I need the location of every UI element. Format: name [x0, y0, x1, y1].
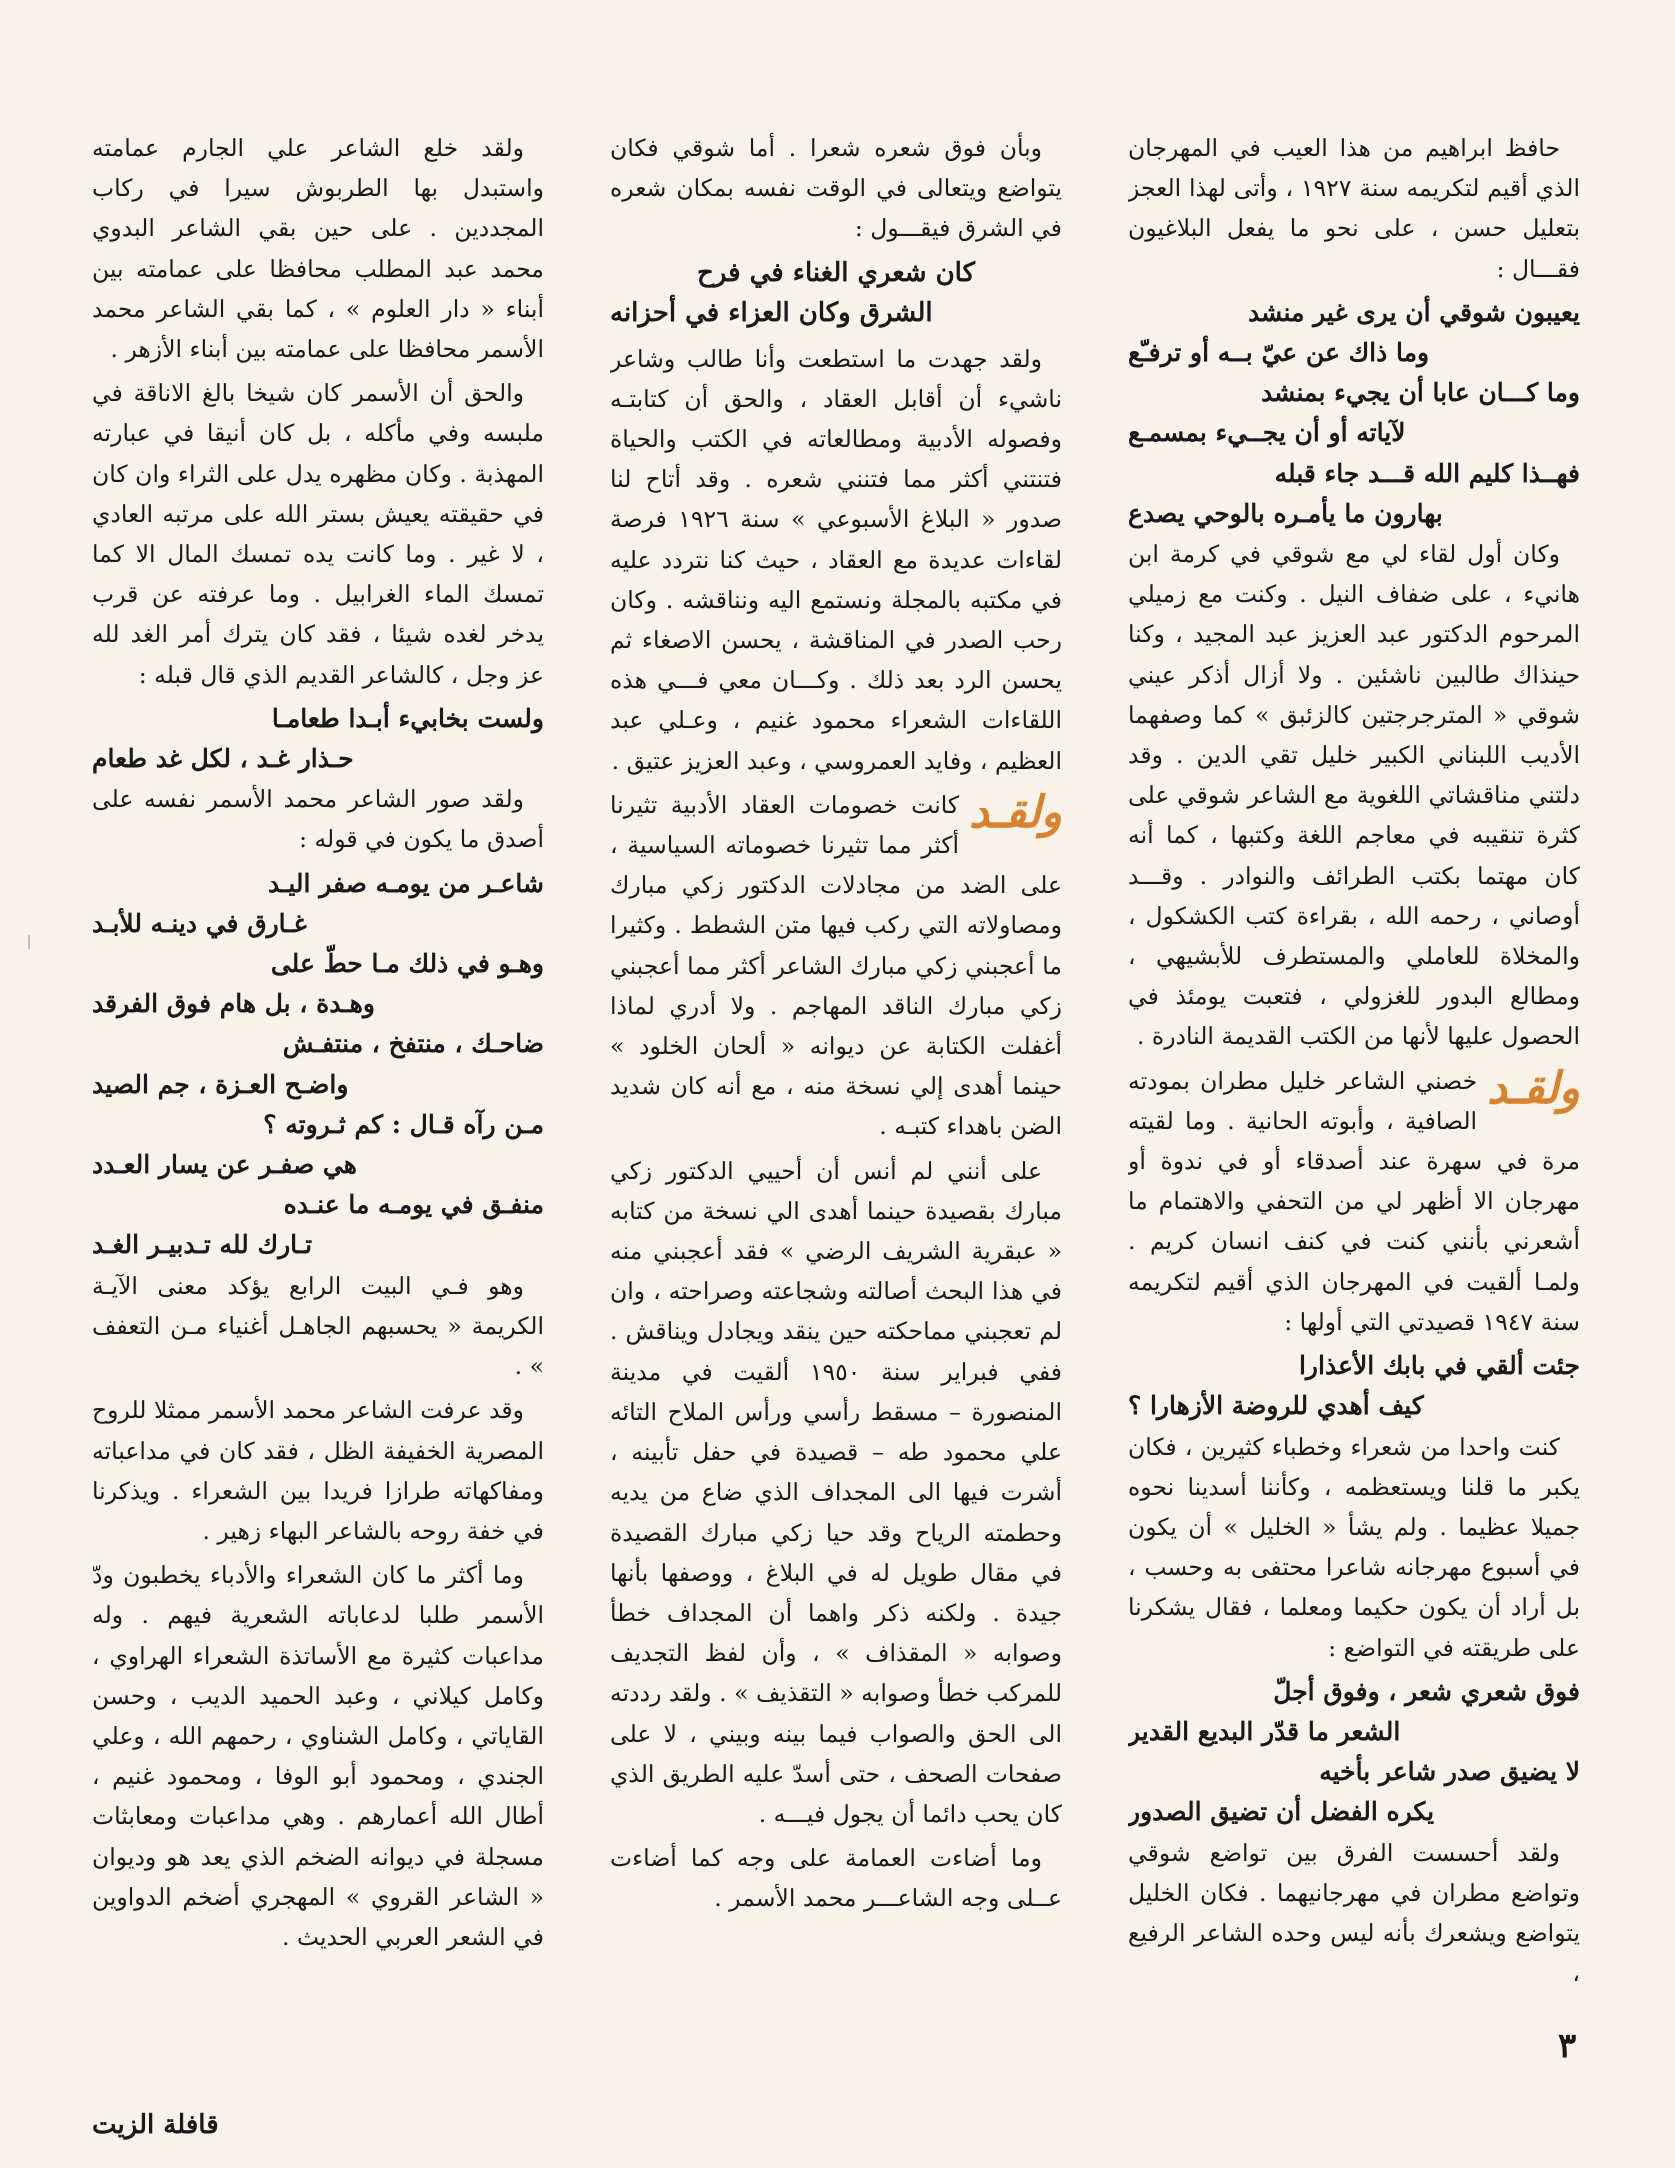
verse-second-half: وما ذاك عن عيّ بــه أو ترفـّع	[1128, 338, 1430, 368]
column-middle	[610, 128, 1062, 2008]
verse-first-half: فوق شعري شعر ، وفوق أجلّ	[1273, 1676, 1580, 1706]
poem-verse	[92, 1024, 544, 1104]
decorative-initial: ولقـد	[1487, 1062, 1580, 1114]
poem-verse	[92, 1185, 544, 1265]
verse-second-half: هي صفـر عن يسار العـدد	[92, 1150, 357, 1180]
poem-verse	[92, 1105, 544, 1185]
verse-first-half: لا يضيق صدر شاعر بأخيه	[1319, 1757, 1580, 1787]
poem-verse	[92, 944, 544, 1024]
verse-first-half: فهــذا كليم الله قـــد جاء قبله	[1274, 458, 1580, 488]
verse-second-half: بهارون ما يأمـره بالوحي يصدع	[1128, 498, 1443, 528]
decorative-initial: ولقـد	[969, 786, 1062, 838]
verse-second-half: واضـح العـزة ، جم الصيد	[92, 1069, 349, 1099]
poem-verse	[92, 699, 544, 779]
paragraph: وما أضاءت العمامة على وجه كما أضاءت عــلى وجه الشاعـــر محمد الأسمر .	[610, 1844, 1062, 1913]
verse-second-half: الشعر ما قدّر البديع القدير	[1128, 1716, 1401, 1746]
verse-first-half: وهـو في ذلك مـا حطّ على	[270, 949, 544, 979]
poem-verse	[1128, 1672, 1580, 1752]
paragraph: ولقد صور الشاعر محمد الأسمر نفسه على أصدق ما يكون في قوله :	[92, 785, 544, 854]
poem-verse	[1128, 293, 1580, 373]
scan-mark	[28, 935, 40, 949]
paragraph: ولقد جهدت ما استطعت وأنا طالب وشاعر ناشيء أن أقابل العقاد ، والحق أن كتابتـه وفصوله الأدبية ومطالعاته في الكتب والحياة فتنتني أكثر مما فتنني شعره . وقد أتاح لنا صدور « البلاغ الأسبوعي » سنة ١٩٢٦ فرصة لقاءات عديدة مع العقاد ، حيث كنا نتردد عليه في مكتبه بالمجلة ونستمع اليه ونناقشه . وكان رحب الصدر في المناقشة ، يحسن الاصغاء ثم يحسن الرد بعد ذلك . وكـــان معي فـــي هذه اللقاءات الشعراء محمود غنيم ، وعـلي عبد العظيم ، وفايد العمروسي ، وعبد العزيز عتيق .	[610, 344, 1062, 775]
poem-verse	[92, 864, 544, 944]
paragraph-with-initial	[1128, 1061, 1580, 1342]
verse-second-half: يكره الفضل أن تضيق الصدور	[1128, 1797, 1435, 1827]
paragraph: وكان أول لقاء لي مع شوقي في كرمة ابن هانيء ، على ضفاف النيل . وكنت مع زميلي المرحوم الدكتور عبد العزيز عبد المجيد ، وكنا حينذاك طالبين ناشئين . ولا أزال أذكر عيني شوقي « المترجرجتين كالزئبق » كما وصفهما الأديب اللبناني الكبير خليل تقي الدين . وقد دلتني مناقشاتي اللغوية مع الشاعر شوقي على كثرة تنقيبه في معاجم اللغة وكتبها ، كما أنه كان مهتما بكتب الطرائف والنوادر . وقـــد أوصاني ، رحمه الله ، بقراءة كتب الكشكول ، والمخلاة للعاملي والمستطرف للأبشيهي ، ومطالع البدور للغزولي ، فتعبت يومئذ في الحصول عليها لأنها من الكتب القديمة النادرة .	[1128, 540, 1580, 1051]
paragraph: ولقد أحسست الفرق بين تواضع شوقي وتواضع مطران في مهرجانيهما . فكان الخليل يتواضع ويشعرك بأنه ليس وحده الشاعر الرفيع ،	[1128, 1838, 1580, 1988]
poem-verse	[1128, 1346, 1580, 1426]
verse-first-half: وما كـــان عابا أن يجيء بمنشد	[1261, 378, 1580, 408]
paragraph: وهو فـي البيت الرابع يؤكد معنى الآيـة الكريمة « يحسبهم الجاهـل أغنياء مـن التعفف » .	[92, 1271, 544, 1381]
paragraph: ولقد خلع الشاعر علي الجارم عمامته واستبدل بها الطربوش سيرا في ركاب المجددين . على حين بقي الشاعر البدوي محمد عبد المطلب محافظا على عمامته بين أبناء « دار العلوم » ، كما بقي الشاعر محمد الأسمر محافظا على عمامته بين أبناء الأزهر .	[92, 134, 544, 364]
magazine-name: قافلة الزيت	[92, 2110, 219, 2140]
verse-second-half: حـذار غـد ، لكل غد طعام	[92, 744, 354, 774]
verse-second-half: كيف أهدي للروضة الأزهارا ؟	[1128, 1391, 1424, 1421]
paragraph-text: كانت خصومات العقاد الأدبية تثيرنا أكثر مما تثيرنا خصوماته السياسية ، على الضد من مجادلات الدكتور زكي مبارك ومصاولاته التي ركب فيها متن الشطط . وكثيرا ما أعجبني زكي مبارك الشاعر أكثر مما أعجبني زكي مبارك الناقد المهاجم . ولا أدري لماذا أغفلت الكتابة عن ديوانه « ألحان الخلود » حينما أهدى إلي نسخة منه ، مع أنه كان شديد الضن باهداء كتبـه .	[610, 790, 1062, 1141]
poem-verse	[1128, 454, 1580, 534]
verse-first-half: مـن رآه قـال : كم ثـروته ؟	[263, 1109, 544, 1139]
poem-verse	[1128, 373, 1580, 453]
page-number: ٣	[1558, 2026, 1577, 2066]
paragraph: والحق أن الأسمر كان شيخا بالغ الاناقة في ملبسه وفي مأكله ، بل كان أنيقا في عبارته المهذبة . وكان مظهره يدل على الثراء وان كان في حقيقته يعيش بستر الله على مرتبه العادي ، لا غير . وما كانت يده تمسك المال الا كما تمسك الماء الغرابيل . وما عرفته عن قرب يدخر لغده شيئا ، فقد كان يترك أمر الغد لله عز وجل ، كالشاعر القديم الذي قال قبله :	[92, 379, 544, 689]
paragraph: على أنني لم أنس أن أحييي الدكتور زكي مبارك بقصيدة حينما أهدى الي نسخة من كتابه « عبقرية الشريف الرضي » فقد أعجبني منه في هذا البحث أصالته وشجاعته وصراحته ، وان لم تعجبني مماحكته حين ينقد ويجادل ويناقش . ففي فبراير سنة ١٩٥٠ ألقيت في مدينة المنصورة – مسقط رأسي ورأس الملاح التائه علي محمود طه – قصيدة في حفل تأبينه ، أشرت فيها الى المجداف الذي ضاع من يديه وحطمته الرياح وقد حيا زكي مبارك القصيدة في مقال طويل له في البلاغ ، ووصفها بأنها جيدة . ولكنه ذكر واهما أن المجداف خطأ وصوابه « المقذاف » ، وأن لفظ التجديف للمركب خطأ وصوابه « التقذيف » . ولقد رددته الى الحق والصواب فيما بينه وبيني ، لا على صفحات الصحف ، حتى أسدّ عليه الطريق الذي كان يحب دائما أن يجول فيـــه .	[610, 1156, 1062, 1828]
verse-first-half: منفـق في يومـه ما عنـده	[283, 1190, 544, 1220]
verse-second-half: لآياته أو أن يجــيء بمسمـع	[1128, 418, 1406, 448]
verse-second-half: غـارق في دينـه للأبـد	[92, 908, 307, 938]
poem-verse	[1128, 1752, 1580, 1832]
poem-heading	[610, 253, 1062, 333]
paragraph: وقد عرفت الشاعر محمد الأسمر ممثلا للروح المصرية الخفيفة الظل ، فقد كان في مداعباته ومفاكهاته طرازا فريدا بين الشعراء . ويذكرنا في خفة روحه بالشاعر البهاء زهير .	[92, 1396, 544, 1545]
paragraph: وما أكثر ما كان الشعراء والأدباء يخطبون ودّ الأسمر طلبا لدعاباته الشعرية فيهم . وله مداعبات كثيرة مع الأساتذة الشعراء الهراوي ، وكامل كيلاني ، وعبد الحميد الديب ، وحسن القاياتي ، وكامل الشناوي ، رحمهم الله ، وعلي الجندي ، ومحمود أبو الوفا ، ومحمود غنيم ، أطال الله أعمارهم . وهي مداعبات ومعابثات مسجلة في ديوانه الضخم الذي يعد هو وديوان « الشاعر القروي » المهجري أضخم الدواوين في الشعر العربي الحديث .	[92, 1561, 544, 1951]
verse-first-half: كان شعري الغناء في فرح	[697, 257, 975, 288]
verse-second-half: وهـدة ، بل هام فوق الفرقد	[92, 989, 375, 1019]
column-left	[92, 128, 544, 2008]
paragraph-with-initial	[610, 785, 1062, 1147]
verse-second-half: تـارك لله تـدبيـر الغـد	[92, 1230, 313, 1260]
verse-first-half: ضاحـك ، منتفخ ، منتفـش	[282, 1029, 544, 1059]
verse-second-half: الشرق وكان العزاء في أحزانه	[610, 297, 933, 328]
paragraph: حافظ ابراهيم من هذا العيب في المهرجان الذي أقيم لتكريمه سنة ١٩٢٧ ، وأتى لهذا العجز بتعليل حسن ، على نحو ما يفعل البلاغيون فقـــال :	[1128, 134, 1580, 283]
article-columns	[92, 128, 1580, 2008]
paragraph: كنت واحدا من شعراء وخطباء كثيرين ، فكان يكبر ما قلنا ويستعظمه ، وكأننا أسدينا نحوه جميلا عظيما . ولم يشأ « الخليل » أن يكون في أسبوع مهرجانه شاعرا محتفى به وحسب ، بل أراد أن يكون حكيما ومعلما ، فقال يشكرنا على طريقته في التواضع :	[1128, 1432, 1580, 1662]
column-right	[1128, 128, 1580, 2008]
paragraph-text: خصني الشاعر خليل مطران بمودته الصافية ، وأبوته الحانية . وما لقيته مرة في سهرة عند أصدقاء أو في ندوة أو مهرجان الا أظهر لي من التحفي والاهتمام ما أشعرني بأنني كنت في كنف انسان كريم . ولمـا ألقيت في المهرجان الذي أقيم لتكريمه سنة ١٩٤٧ قصيدتي التي أولها :	[1128, 1066, 1580, 1336]
paragraph: وبأن فوق شعره شعرا . أما شوقي فكان يتواضع ويتعالى في الوقت نفسه بمكان شعره في الشرق فيقـــول :	[610, 134, 1062, 243]
verse-first-half: شاعـر من يومـه صفر اليـد	[267, 868, 544, 898]
verse-first-half: جئت ألقي في بابك الأعذارا	[1298, 1351, 1580, 1381]
verse-first-half: ولست بخابيء أبـدا طعامـا	[271, 703, 544, 733]
verse-first-half: يعيبون شوقي أن يرى غير منشد	[1248, 297, 1580, 327]
